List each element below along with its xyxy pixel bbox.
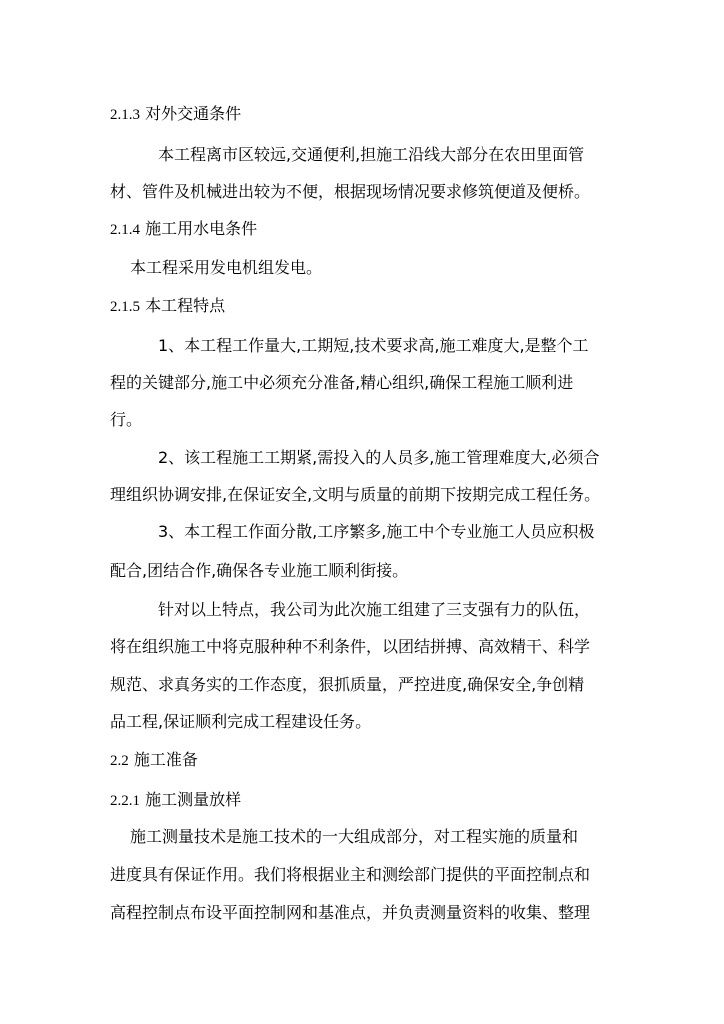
heading-number: 2.2: [110, 753, 129, 769]
paragraph-line: 品工程,保证顺利完成工程建设任务。: [110, 712, 372, 731]
heading-title: 施工准备: [133, 750, 198, 769]
heading-title: 对外交通条件: [145, 104, 242, 123]
paragraph-line: 将在组织施工中将克服种种不利条件，以团结拼搏、高效精干、科学: [110, 637, 591, 656]
heading-2-1-5: [110, 292, 670, 320]
list-item-line: 1、本工程工作量大,工期短,技术要求高,施工难度大,是整个工: [158, 336, 589, 355]
paragraph-line: 规范、求真务实的工作态度，狠抓质量，严控进度,确保安全,争创精: [110, 675, 585, 694]
list-item-line: 行。: [110, 410, 143, 429]
list-item-line: 3、本工程工作面分散,工序繁多,施工中个专业施工人员应积极: [158, 522, 595, 541]
heading-title: 施工测量放样: [145, 790, 242, 809]
heading-2-2-1: [110, 786, 670, 814]
paragraph-line: 本工程离市区较远,交通便利,担施工沿线大部分在农田里面管: [158, 145, 585, 164]
heading-2-1-3: [110, 100, 670, 128]
paragraph-line: 进度具有保证作用。我们将根据业主和测绘部门提供的平面控制点和: [110, 865, 591, 884]
heading-title: 本工程特点: [145, 296, 226, 315]
heading-number: 2.1.5: [110, 299, 140, 315]
heading-title: 施工用水电条件: [145, 219, 258, 238]
heading-number: 2.1.3: [110, 107, 140, 123]
paragraph-line: 材、管件及机械进出较为不便，根据现场情况要求修筑便道及便桥。: [110, 182, 591, 201]
list-item-line: 2、该工程施工工期紧,需投入的人员多,施工管理难度大,必须合: [158, 448, 600, 467]
heading-2-1-4: [110, 215, 670, 243]
heading-number: 2.2.1: [110, 793, 140, 809]
list-item-line: 理组织协调安排,在保证安全,文明与质量的前期下按期完成工程任务。: [110, 485, 601, 504]
paragraph-line: 本工程采用发电机组发电。: [130, 258, 323, 277]
list-item-line: 配合,团结合作,确保各专业施工顺利街接。: [110, 561, 409, 580]
list-item-line: 程的关键部分,施工中必须充分准备,精心组织,确保工程施工顺利进: [110, 373, 574, 392]
heading-number: 2.1.4: [110, 222, 140, 238]
heading-2-2: [110, 746, 670, 774]
paragraph-line: 针对以上特点，我公司为此次施工组建了三支强有力的队伍，: [158, 600, 591, 619]
paragraph-line: 施工测量技术是施工技术的一大组成部分，对工程实施的质量和: [130, 827, 579, 846]
paragraph-line: 高程控制点布设平面控制网和基准点，并负责测量资料的收集、整理: [110, 903, 591, 922]
